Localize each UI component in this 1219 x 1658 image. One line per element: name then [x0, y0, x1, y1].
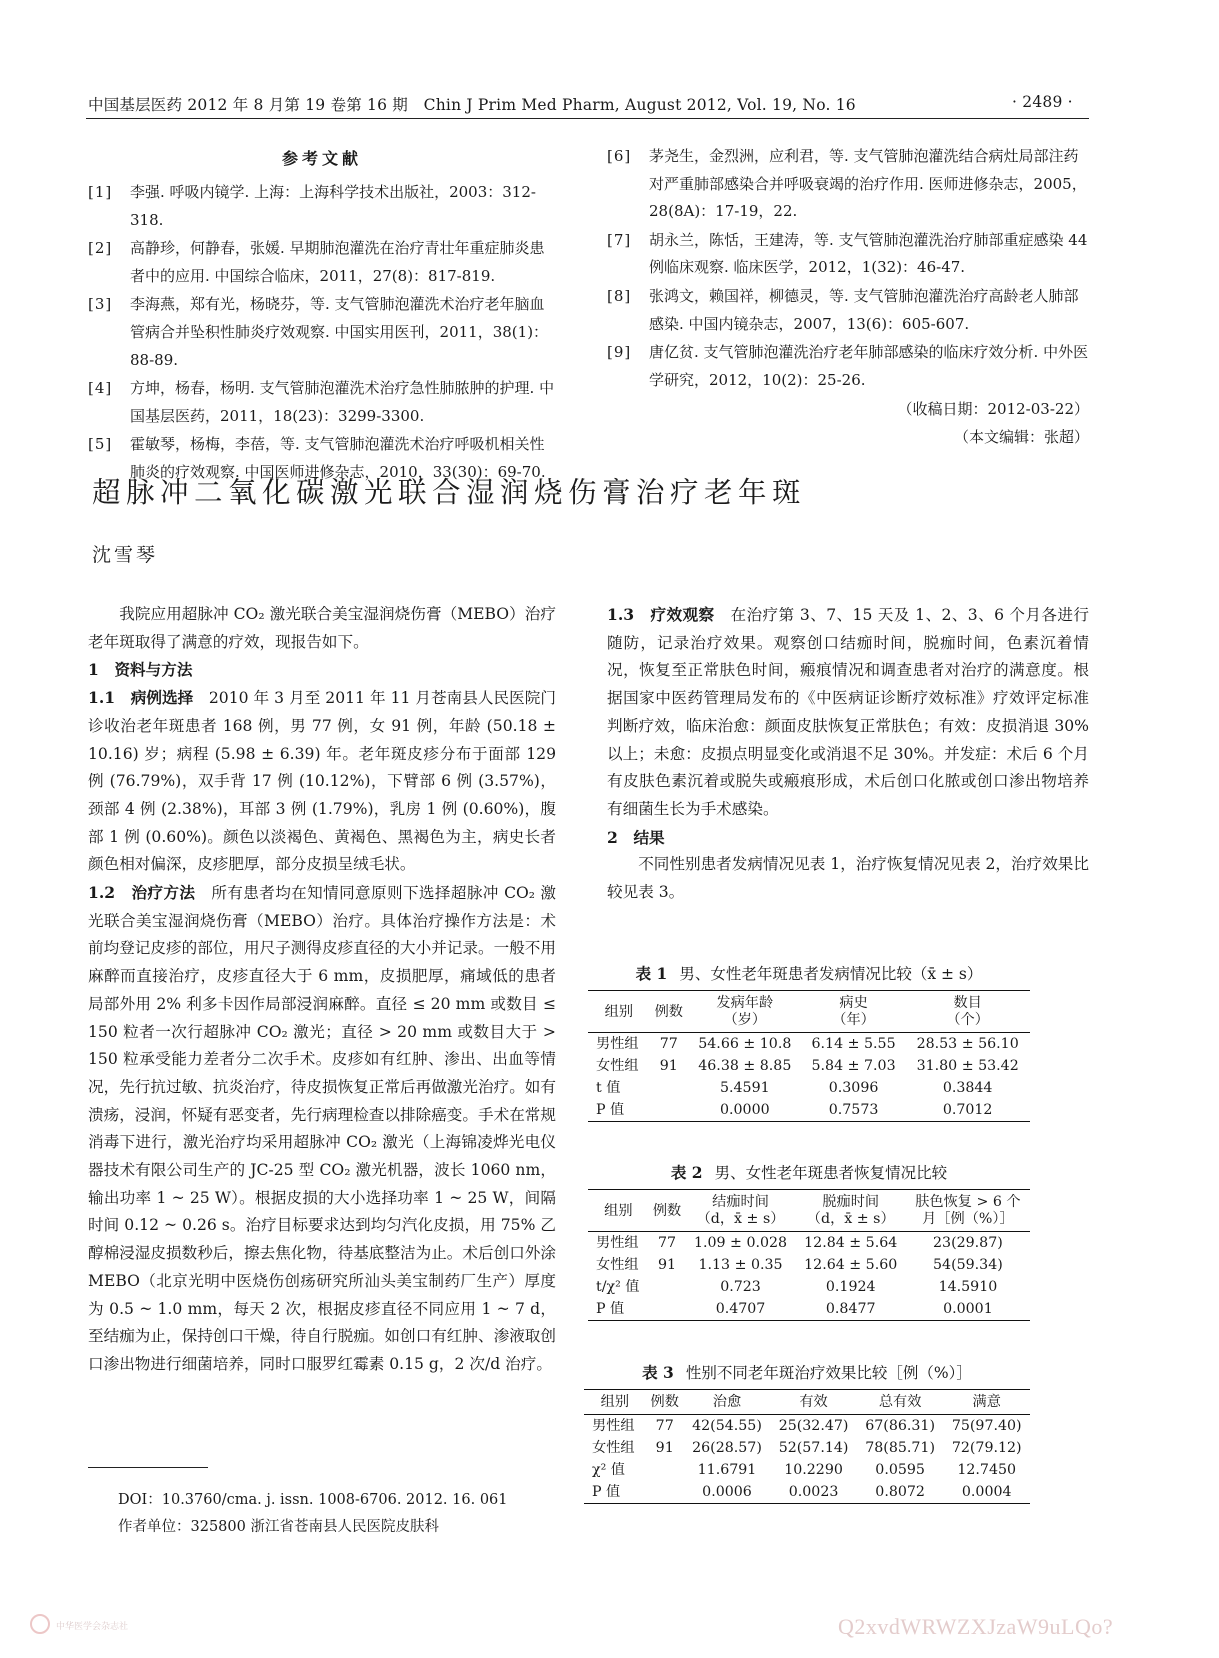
reference-item	[88, 179, 556, 234]
table-header-cell: 发病年龄 （岁）	[716, 995, 774, 1028]
table-cell: 91	[659, 1058, 678, 1074]
table-header-cell: 组别	[604, 1202, 633, 1219]
reference-item	[607, 283, 1089, 338]
reference-text: 唐亿贫. 支气管肺泡灌洗治疗老年肺部感染的临床疗效分析. 中外医学研究，2012，10(2)：25-26.	[649, 343, 1089, 389]
table-cell: 54(59.34)	[933, 1257, 1003, 1273]
table-cell	[646, 1459, 684, 1481]
section-1-2	[88, 879, 556, 1379]
section-1-3	[607, 601, 1089, 824]
intro-paragraph: 我院应用超脉冲 CO₂ 激光联合美宝湿润烧伤膏（MEBO）治疗老年斑取得了满意的疗效，现报告如下。	[88, 605, 556, 651]
reference-text: 方坤，杨春，杨明. 支气管肺泡灌洗术治疗急性肺脓肿的护理. 中国基层医药，2011，18(23)：3299-3300.	[130, 379, 555, 425]
received-date: （收稿日期：2012-03-22）	[897, 400, 1089, 419]
table-cell: 72(79.12)	[951, 1440, 1022, 1456]
reference-text: 胡永兰，陈恬，王建涛，等. 支气管肺泡灌洗治疗肺部重症感染 44 例临床观察. 临床医学，2012，1(32)：46-47.	[649, 230, 1088, 277]
reference-text: 茅尧生，金烈洲，应利君，等. 支气管肺泡灌洗结合病灶局部注药对严重肺部感染合并呼吸衰竭的治疗作用. 医师进修杂志，2005，28(8A)：17-19，22.	[649, 147, 1087, 221]
table-cell: 0.7573	[828, 1102, 879, 1118]
publisher-site-label: 中华医学会杂志社	[56, 1622, 129, 1632]
table-body	[588, 1232, 1030, 1321]
references-title: 参考文献	[281, 149, 362, 168]
table-header-cell: 治愈	[712, 1394, 742, 1410]
table-1	[588, 962, 1030, 1122]
table-body	[588, 1033, 1030, 1122]
table-header-cell: 脱痂时间 （d，x̄ ± s）	[806, 1194, 895, 1227]
table-cell: 10.2290	[784, 1462, 843, 1478]
table-row	[588, 1254, 1030, 1276]
table-cell	[650, 1077, 688, 1099]
table-row	[584, 1415, 1030, 1438]
table-header-cell: 病史 （年）	[832, 995, 875, 1028]
table-cell: 男性组	[596, 1036, 639, 1052]
table-cell: 0.0001	[943, 1301, 993, 1317]
references-left	[88, 146, 556, 488]
table-row	[588, 1055, 1030, 1077]
page-number: · 2489 ·	[1012, 93, 1073, 111]
table-cell: P 值	[596, 1301, 625, 1317]
table-header-cell: 组别	[604, 1003, 634, 1020]
header-rule	[86, 118, 1089, 119]
reference-number: [9]	[607, 343, 632, 362]
table-cell	[646, 1481, 684, 1504]
table-cell: 男性组	[596, 1235, 639, 1251]
publisher-logo-icon	[30, 1614, 50, 1634]
table-cell: 77	[655, 1418, 674, 1434]
reference-text: 李海燕，郑有光，杨晓芬，等. 支气管肺泡灌洗术治疗老年脑血管病合并坠积性肺炎疗效观察. 中国实用医刊，2011，38(1)：88-89.	[130, 295, 549, 369]
table-cell: 0.4707	[715, 1301, 766, 1317]
section-1-1	[88, 684, 556, 879]
reference-number: [2]	[88, 239, 113, 258]
reference-item	[88, 291, 556, 374]
table-row	[588, 1298, 1030, 1321]
table-cell: 0.0595	[875, 1462, 925, 1478]
table-header-cell: 有效	[799, 1394, 828, 1410]
table-cell: 52(57.14)	[778, 1440, 849, 1456]
footnote-doi: DOI：10.3760/cma. j. issn. 1008-6706. 2012. 16. 061	[118, 1492, 508, 1508]
table-cell: 5.4591	[719, 1080, 770, 1096]
table-cell: 0.8072	[875, 1484, 925, 1500]
table-cell: 0.0000	[719, 1102, 770, 1118]
editor-note: （本文编辑：张超）	[953, 428, 1089, 447]
reference-number: [3]	[88, 295, 113, 314]
table-cell: 男性组	[592, 1418, 635, 1434]
table-cell: 0.3096	[828, 1080, 879, 1096]
table-cell: t 值	[596, 1080, 621, 1096]
table-cell: 23(29.87)	[933, 1235, 1003, 1251]
table-cell: 12.84 ± 5.64	[804, 1235, 898, 1251]
data-table	[588, 990, 1030, 1122]
data-table	[588, 1189, 1030, 1321]
table-row	[588, 1276, 1030, 1298]
table-cell: t/χ² 值	[596, 1279, 640, 1295]
table-row	[588, 1232, 1030, 1255]
references-right	[607, 143, 1089, 451]
table-caption	[588, 1161, 1030, 1183]
article-author: 沈雪琴	[92, 544, 159, 566]
table-cell: 0.3844	[942, 1080, 993, 1096]
table-caption	[584, 1361, 1030, 1383]
section-heading: 1 资料与方法	[88, 660, 193, 680]
table-header-row	[588, 991, 1030, 1033]
table-header-cell: 满意	[972, 1394, 1001, 1410]
table-cell: 91	[655, 1440, 674, 1456]
table-cell: P 值	[596, 1102, 625, 1118]
table-header-cell: 组别	[600, 1394, 630, 1410]
footnote-affiliation: 作者单位：325800 浙江省苍南县人民医院皮肤科	[118, 1519, 439, 1535]
subsection-heading: 1.1 病例选择	[88, 688, 194, 708]
table-header-cell: 结痂时间 （d，x̄ ± s）	[696, 1194, 785, 1227]
reference-item	[607, 227, 1089, 282]
table-row	[584, 1481, 1030, 1504]
table-cell: 0.0006	[702, 1484, 752, 1500]
table-cell: 5.84 ± 7.03	[811, 1058, 896, 1074]
reference-number: [5]	[88, 435, 113, 454]
table-cell: 0.8477	[825, 1301, 876, 1317]
table-cell: 75(97.40)	[951, 1418, 1022, 1434]
table-cell: 0.7012	[942, 1102, 993, 1118]
reference-text: 李强. 呼吸内镜学. 上海：上海科学技术出版社，2003：312-318.	[130, 183, 536, 229]
subsection-heading: 1.3 疗效观察	[607, 605, 715, 624]
table-cell: 78(85.71)	[865, 1440, 935, 1456]
table-cell: 54.66 ± 10.8	[698, 1036, 792, 1052]
table-cell: 女性组	[596, 1058, 639, 1074]
reference-number: [8]	[607, 286, 632, 305]
table-cell: 0.723	[720, 1279, 761, 1295]
reference-text: 高静珍，何静春，张媛. 早期肺泡灌洗在治疗青壮年重症肺炎患者中的应用. 中国综合临床，2011，27(8)：817-819.	[130, 239, 545, 285]
table-row	[584, 1437, 1030, 1459]
subsection-text: 2010 年 3 月至 2011 年 11 月苍南县人民医院门诊收治老年斑患者 168 例，男 77 例，女 91 例，年龄 (50.18 ± 10.16) 岁；病程 (5.98 ± 6.39) 年。老年斑皮疹分布于面部 129 例 (76.79%)，双手背 17 例 (10.12%)，下臂部 6 例 (3.57%)，颈部 4 例 (2.38%)，耳部 3 例 (1.79%)，乳房 1 例 (0.60%)，腹部 1 例 (0.60%)。颜色以淡褐色、黄褐色、黑褐色为主，病史长者颜色相对偏深，皮疹肥厚，部分皮损呈绒毛状。	[88, 689, 556, 874]
table-caption-text: 男、女性老年斑患者恢复情况比较	[714, 1164, 948, 1182]
table-cell: 0.0004	[961, 1484, 1012, 1500]
article-title: 超脉冲二氧化碳激光联合湿润烧伤膏治疗老年斑	[92, 476, 807, 509]
table-cell	[649, 1276, 686, 1298]
table-row	[588, 1077, 1030, 1099]
body-right-column	[607, 601, 1089, 907]
reference-item	[88, 235, 556, 290]
table-header-row	[588, 1190, 1030, 1232]
table-header-cell: 例数	[654, 1003, 683, 1020]
table-cell: 77	[658, 1235, 677, 1251]
table-caption-text: 性别不同老年斑治疗效果比较［例（%）］	[685, 1364, 972, 1382]
table-header-cell: 肤色恢复 > 6 个 月［例（%）］	[915, 1194, 1021, 1227]
table-row	[588, 1099, 1030, 1122]
table-cell: 67(86.31)	[865, 1418, 935, 1434]
table-cell: 91	[658, 1257, 677, 1273]
table-header-cell: 例数	[650, 1394, 679, 1410]
table-cell: 26(28.57)	[692, 1440, 762, 1456]
table-body	[584, 1415, 1030, 1504]
table-header-cell: 总有效	[878, 1394, 922, 1410]
reference-number: [6]	[607, 147, 632, 165]
section-heading: 2 结果	[607, 827, 665, 847]
table-3	[584, 1361, 1030, 1504]
reference-text: 张鸿文，赖国祥，柳德灵，等. 支气管肺泡灌洗治疗高龄老人肺部感染. 中国内镜杂志，2007，13(6)：605-607.	[649, 286, 1079, 333]
reference-item	[607, 339, 1089, 394]
table-label: 表 1	[635, 964, 668, 983]
body-left-column	[88, 601, 556, 1379]
table-cell: 42(54.55)	[692, 1418, 762, 1434]
table-cell	[650, 1099, 688, 1122]
table-cell: 12.64 ± 5.60	[804, 1257, 898, 1273]
table-cell: P 值	[592, 1484, 621, 1500]
table-cell: 31.80 ± 53.42	[916, 1058, 1019, 1074]
results-paragraph: 不同性别患者发病情况见表 1，治疗恢复情况见表 2，治疗效果比较见表 3。	[607, 855, 1089, 902]
table-header-row	[584, 1390, 1030, 1415]
table-cell: 14.5910	[938, 1279, 998, 1295]
journal-header: 中国基层医药 2012 年 8 月第 19 卷第 16 期 Chin J Prim Med Pharm, August 2012, Vol. 19, No. 16	[88, 96, 856, 114]
table-header-cell: 例数	[652, 1202, 682, 1219]
table-cell: 0.0023	[788, 1484, 839, 1500]
table-label: 表 2	[670, 1163, 703, 1182]
reference-text: 霍敏琴，杨梅，李蓓，等. 支气管肺泡灌洗术治疗呼吸机相关性肺炎的疗效观察. 中国医师进修杂志，2010，33(30)：69-70.	[130, 435, 546, 481]
watermark-text: Q2xvdWRWZXJzaW9uLQo?	[838, 1614, 1114, 1639]
table-cell: 女性组	[592, 1440, 635, 1456]
subsection-text: 所有患者均在知情同意原则下选择超脉冲 CO₂ 激光联合美宝湿润烧伤膏（MEBO）治疗。具体治疗操作方法是：术前均登记皮疹的部位，用尺子测得皮疹直径的大小并记录。一般不用麻醉而直接治疗，皮疹直径大于 6 mm，皮损肥厚，痛域低的患者局部外用 2% 利多卡因作局部浸润麻醉。直径 ≤ 20 mm 或数目 ≤ 150 粒者一次行超脉冲 CO₂ 激光；直径 > 20 mm 或数目大于 > 150 粒承受能力差者分二次手术。皮疹如有红肿、渗出、出血等情况，先行抗过敏、抗炎治疗，待皮损恢复正常后再做激光治疗。如有溃疡，浸润，怀疑有恶变者，先行病理检查以排除癌变。手术在常规消毒下进行，激光治疗均采用超脉冲 CO₂ 激光（上海锦凌烨光电仪器技术有限公司生产的 JC-25 型 CO₂ 激光机器，波长 1060 nm，输出功率 1 ~ 25 W）。根据皮损的大小选择功率 1 ~ 25 W，间隔时间 0.12 ~ 0.26 s。治疗目标要求达到均匀汽化皮损，用 75% 乙醇棉浸湿皮损数秒后，擦去焦化物，待基底整洁为止。术后创口外涂 MEBO（北京光明中医烧伤创疡研究所汕头美宝制药厂生产）厚度为 0.5 ~ 1.0 mm，每天 2 次，根据皮疹直径不同应用 1 ~ 7 d，至结痂为止，保持创口干燥，待自行脱痂。如创口有红肿、渗液取创口渗出物进行细菌培养，同时口服罗红霉素 0.15 g，2 次/d 治疗。	[88, 884, 556, 1373]
table-cell: 6.14 ± 5.55	[811, 1036, 896, 1052]
subsection-heading: 1.2 治疗方法	[88, 883, 196, 903]
table-caption	[588, 962, 1030, 984]
subsection-text: 在治疗第 3、7、15 天及 1、2、3、6 个月各进行随防，记录治疗效果。观察创口结痂时间，脱痂时间，色素沉着情况，恢复至正常肤色时间，瘢痕情况和调查患者对治疗的满意度。根据国家中医药管理局发布的《中医病证诊断疗效标准》疗效评定标准判断疗效，临床治愈：颜面皮肤恢复正常肤色；有效：皮损消退 30% 以上；未愈：皮损点明显变化或消退不足 30%。并发症：术后 6 个月有皮肤色素沉着或脱失或瘢痕形成，术后创口化脓或创口渗出物培养有细菌生长为手术感染。	[607, 606, 1089, 818]
table-cell	[649, 1298, 686, 1321]
table-cell: 77	[659, 1036, 678, 1052]
table-cell: 12.7450	[957, 1462, 1017, 1478]
table-header-cell: 数目 （个）	[946, 995, 989, 1028]
footnote-rule	[88, 1467, 208, 1468]
table-label: 表 3	[642, 1363, 674, 1382]
table-row	[588, 1033, 1030, 1056]
table-cell: χ² 值	[592, 1462, 625, 1478]
table-cell: 11.6791	[697, 1462, 757, 1478]
table-cell: 0.1924	[825, 1279, 876, 1295]
table-2	[588, 1161, 1030, 1321]
table-cell: 1.13 ± 0.35	[698, 1257, 783, 1273]
reference-number: [1]	[88, 183, 113, 201]
table-cell: 46.38 ± 8.85	[698, 1058, 792, 1074]
table-row	[584, 1459, 1030, 1481]
reference-number: [4]	[88, 379, 113, 398]
reference-number: [7]	[607, 230, 632, 249]
table-cell: 28.53 ± 56.10	[916, 1036, 1019, 1052]
reference-item	[607, 143, 1089, 226]
table-caption-text: 男、女性老年斑患者发病情况比较（x̄ ± s）	[679, 965, 983, 983]
table-cell: 1.09 ± 0.028	[693, 1235, 788, 1251]
data-table	[584, 1389, 1030, 1504]
table-cell: 25(32.47)	[778, 1418, 849, 1434]
reference-item	[88, 375, 556, 430]
table-cell: 女性组	[596, 1257, 639, 1273]
